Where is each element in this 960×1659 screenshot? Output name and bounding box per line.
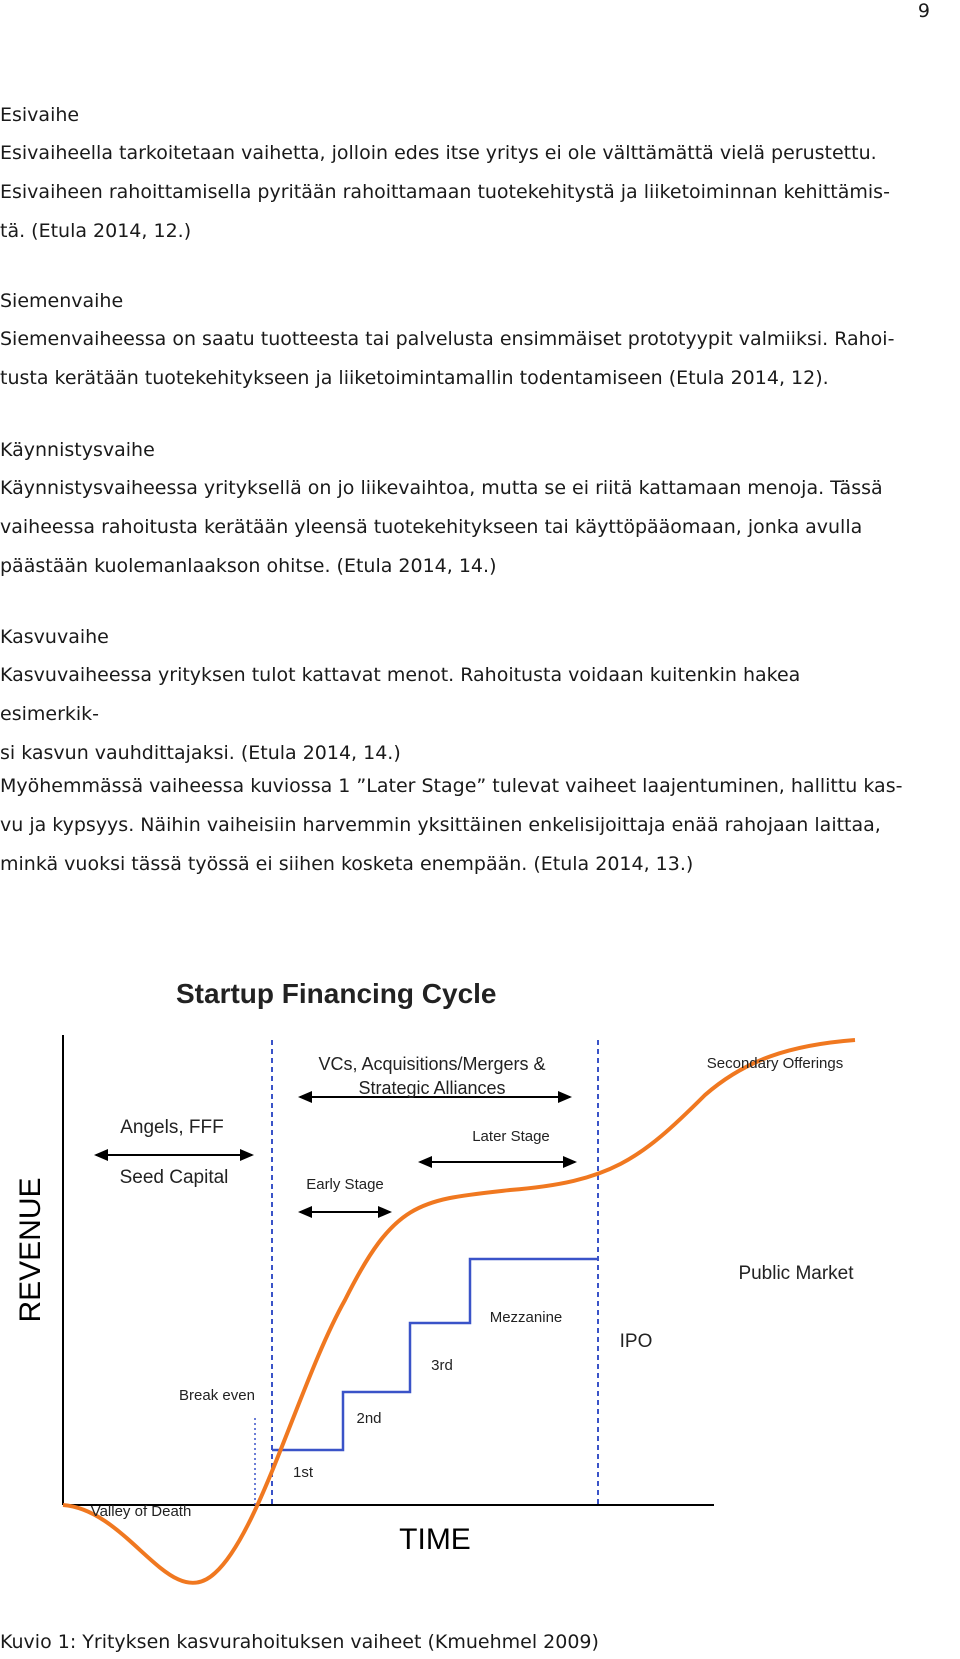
text-line: si kasvun vauhdittajaksi. (Etula 2014, 14.) — [0, 742, 401, 764]
text-line: Käynnistysvaiheessa yrityksellä on jo liikevaihtoa, mutta se ei riitä kattamaan menoja. Tässä — [0, 477, 883, 499]
x-axis-label: TIME — [399, 1523, 471, 1556]
later-stage-arrow — [418, 1156, 577, 1168]
ipo-label: IPO — [619, 1331, 653, 1352]
second-round-label: 2nd — [356, 1410, 382, 1427]
text-line: Kasvuvaiheessa yrityksen tulot kattavat menot. Rahoitusta voidaan kuitenkin hakea esimerkik- — [0, 664, 801, 725]
text-line: minkä vuoksi tässä työssä ei siihen kosketa enempään. (Etula 2014, 13.) — [0, 853, 694, 875]
later-stage-label: Later Stage — [472, 1128, 550, 1145]
text-line: vaiheessa rahoitusta kerätään yleensä tuotekehitykseen tai käyttöpääomaan, jonka avulla — [0, 516, 863, 538]
section-heading: Siemenvaihe — [0, 290, 124, 312]
figure-caption: Kuvio 1: Yrityksen kasvurahoituksen vaiheet (Kmuehmel 2009) — [0, 1631, 599, 1653]
closing-paragraph — [0, 767, 905, 884]
text-line: Esivaiheen rahoittamisella pyritään rahoittamaan tuotekehitystä ja liiketoiminnan kehittämis- — [0, 181, 890, 203]
text-line: Siemenvaiheessa on saatu tuotteesta tai palvelusta ensimmäiset prototyypit valmiiksi. Rahoi- — [0, 328, 895, 350]
vcs-label-line1: VCs, Acquisitions/Mergers & — [318, 1054, 546, 1074]
seed-capital-label: Seed Capital — [119, 1167, 229, 1188]
section-heading: Esivaihe — [0, 104, 80, 126]
y-axis-label: REVENUE — [14, 1177, 47, 1323]
third-round-label: 3rd — [431, 1357, 453, 1374]
secondary-offerings-label: Secondary Offerings — [706, 1055, 844, 1072]
public-market-label: Public Market — [738, 1263, 854, 1284]
startup-financing-cycle-figure — [0, 960, 960, 1600]
vcs-label-line2: Strategic Alliances — [358, 1078, 506, 1098]
text-line: tä. (Etula 2014, 12.) — [0, 220, 192, 242]
angels-label: Angels, FFF — [120, 1117, 224, 1138]
break-even-label: Break even — [179, 1387, 255, 1404]
first-round-label: 1st — [292, 1464, 314, 1481]
text-line: vu ja kypsyys. Näihin vaiheisiin harvemmin yksittäinen enkelisijoittaja enää rahojaan laittaa, — [0, 814, 881, 836]
text-line: Myöhemmässä vaiheessa kuviossa 1 ”Later Stage” tulevat vaiheet laajentuminen, hallittu kas- — [0, 775, 903, 797]
figure-title: Startup Financing Cycle — [176, 978, 497, 1009]
paragraph — [0, 656, 905, 773]
text-line: päästään kuolemanlaakson ohitse. (Etula 2014, 14.) — [0, 555, 497, 577]
section-heading: Käynnistysvaihe — [0, 439, 155, 461]
early-stage-arrow — [298, 1206, 392, 1218]
text-line: Esivaiheella tarkoitetaan vaihetta, jolloin edes itse yritys ei ole välttämättä vielä perustettu. — [0, 142, 877, 164]
section-heading: Kasvuvaihe — [0, 626, 109, 648]
mezzanine-label: Mezzanine — [489, 1309, 563, 1326]
valley-of-death-label: Valley of Death — [90, 1503, 192, 1520]
page-number: 9 — [917, 0, 930, 22]
text-line: tusta kerätään tuotekehitykseen ja liiketoimintamallin todentamiseen (Etula 2014, 12). — [0, 367, 829, 389]
paragraph — [0, 469, 905, 586]
paragraph — [0, 134, 905, 251]
early-stage-label: Early Stage — [306, 1176, 384, 1193]
paragraph — [0, 320, 905, 398]
angels-arrow — [94, 1149, 254, 1161]
